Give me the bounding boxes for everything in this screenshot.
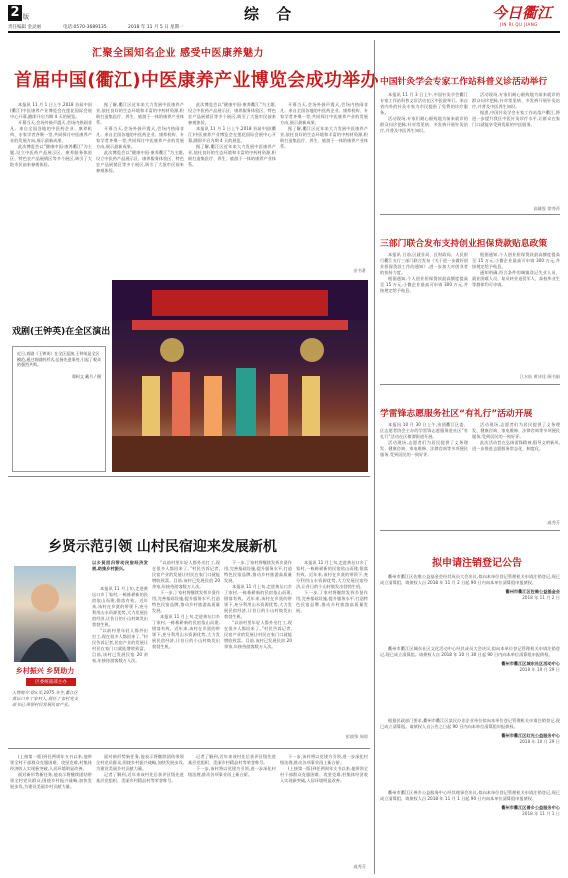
notice-body: 衢州市衢江区佐维公益基金会经其成员大会决议,拟向本单位登记管理机关申请注销登记,现已成立清算组。请债权人自 2018 年 11 月 2 日起 90 日内向本单位清算组申报债权。	[380, 574, 560, 585]
right2-para: 本报讯 日前,区就业局、区财政局、人民银行衢江支行三部门联合发布《关于进一步做好创业担保贷款工作的通知》,进一步加大对创业者的扶持力度。	[380, 252, 468, 275]
village-byline: 彭波锋 周琼	[345, 734, 368, 739]
masthead-logo: 今日衢江	[492, 4, 553, 22]
notice-org: 衢州市衢江区善乡公益服务中心	[501, 805, 560, 810]
lead-para: 此次博览会以“健康中国·康养衢江”为主题,设立中医药产品展示区、康养服务体验区、特色农产品展销区等多个展区,吸引了大批市民前来参观体验。	[96, 150, 184, 173]
right2-para: 根据通知,个人创业担保贷款最高额度提高至 15 万元,小微企业最高可申请 300 万元,并按规定给予贴息。	[380, 276, 468, 293]
village-portrait	[14, 566, 76, 662]
notice-org: 衢州市衢江区城东社区活动中心	[501, 661, 560, 666]
village-para: “以前村里年轻人都外出打工,现在很多人都回来了。”村民告诉记者,民宿产业的发展让村民在家门口就能增收致富。目前,该村已发展民宿 20 余家,年接待游客数万人次。	[92, 628, 148, 663]
page-number-box	[8, 5, 22, 21]
right1-byline: 高雄锐 徐秀萍	[533, 206, 560, 211]
lead-kicker: 汇聚全国知名企业 感受中医康养魅力	[92, 48, 264, 59]
village-para: “以前村里年轻人都外出打工,现在很多人都回来了。”村民告诉记者,民宿产业的发展让村民在家门口就能增收致富。目前,该村已发展民宿 20 余家,年接待游客数万人次。	[224, 620, 292, 649]
right2-col2	[472, 252, 560, 372]
bottom-para: 下一步,该村将以党建为引领,进一步深化村级治理,推动各项事业再上新台阶。	[280, 754, 368, 765]
right3-col2	[472, 422, 560, 520]
lead-para: 开幕当天,会场外鼓声震天,会场内热闹非凡。来自全国各地的中医药企业、康养机构、专家学者齐聚一堂,共同探讨中医康养产业的发展方向,展示最新成果。	[280, 102, 368, 125]
right3-para: 此次活动旨在弘扬雷锋精神,倡导文明新风,进一步推进志愿服务常态化、制度化。	[472, 440, 560, 451]
village-headline: 乡贤示范引领 山村民宿迎来发展新机	[48, 539, 277, 555]
lead-para: 本报讯 11 月 1 日上午,2018 首届中国(衢江)中医康养产业博览会在莲花国际会展中心开幕,随即开启为期 4 天的展览。	[10, 102, 92, 119]
lead-headline: 首届中国(衢江)中医康养产业博览会成功举办	[14, 70, 379, 91]
notice-date: 2018 年 10 月 29 日	[519, 739, 560, 744]
right1-para: 活动现场,专家们耐心细致地为前来就诊的群众问诊把脉,针对常见病、多发病开展针灸治疗,并普及中医养生知识。	[380, 116, 468, 133]
village-body-col2	[152, 560, 220, 742]
lead-para: 此次博览会以“健康中国·康养衢江”为主题,设立中医药产品展示区、康养服务体验区、特色农产品展销区等多个展区,吸引了大批市民前来参观体验。	[10, 144, 92, 167]
bottom-col2	[96, 754, 184, 872]
right3-rule	[380, 530, 560, 531]
notice-date: 2018 年 10 月 29 日	[519, 667, 560, 672]
village-intro: 以乡贤回归带动民宿经济发展,助推乡村振兴。	[92, 560, 148, 571]
bottom-para: 记者了解到,近年来该村先后获评区级先进基层党组织、美丽乡村精品村等荣誉称号。	[188, 754, 276, 765]
bottom-byline: 戚秀芬	[353, 864, 366, 869]
notice-date: 2018 年 11 月 1 日	[522, 811, 560, 816]
village-para: 本报讯 11 月上旬,走进黄坛口乡丁家村,一栋栋崭新的民宿依山而建,错落有致。近年来,该村在乡贤的带领下,充分利用山水资源优势,大力发展民宿经济,让昔日的小山村焕发出勃勃生机。	[224, 584, 292, 619]
village-para: 下一步,丁家村将继续发挥乡贤作用,完善基础设施,提升服务水平,打造特色民宿品牌,推动乡村旅游高质量发展。	[296, 590, 368, 613]
opera-caption-byline: 郑柯文 戴月 / 摄	[71, 373, 101, 379]
opera-caption-box	[12, 346, 106, 472]
right2-para: 根据通知,个人创业担保贷款最高额度提高至 15 万元,小微企业最高可申请 300 万元,并按规定给予贴息。	[472, 252, 560, 269]
village-para: 本报讯 11 月上旬,走进黄坛口乡丁家村,一栋栋崭新的民宿依山而建,错落有致。近年来,该村在乡贤的带领下,充分利用山水资源优势,大力发展民宿经济,让昔日的小山村焕发出勃勃生机。	[92, 586, 148, 627]
page-number: 2	[10, 5, 20, 20]
bottom-para: 面对新形势新任务,他表示将继续团结带领全村党员群众,围绕乡村振兴战略,加快发展步伐,为建设美丽乡村贡献力量。	[96, 754, 184, 771]
lead-para: 开幕当天,会场外鼓声震天,会场内热闹非凡。来自全国各地的中医药企业、康养机构、专家学者齐聚一堂,共同探讨中医康养产业的发展方向,展示最新成果。	[96, 126, 184, 149]
masthead-editor: 责任编辑 金灵丽	[8, 25, 41, 30]
column-divider	[374, 40, 375, 874]
lead-para: 据了解,衢江区近年来大力发展中医康养产业,依托良好的生态环境和丰富的中药材资源,积极打造集医疗、养生、旅游于一体的康养产业体系。	[280, 126, 368, 149]
village-para: 本报讯 11 月上旬,走进黄坛口乡丁家村,一栋栋崭新的民宿依山而建,错落有致。近年来,该村在乡贤的带领下,充分利用山水资源优势,大力发展民宿经济,让昔日的小山村焕发出勃勃生机。	[152, 614, 220, 649]
village-para: “以前村里年轻人都外出打工,现在很多人都回来了。”村民告诉记者,民宿产业的发展让村民在家门口就能增收致富。目前,该村已发展民宿 20 余家,年接待游客数万人次。	[152, 560, 220, 589]
lead-body-col3	[188, 102, 276, 270]
lead-para: 本报讯 11 月 1 日上午,2018 首届中国(衢江)中医康养产业博览会在莲花国际会展中心开幕,随即开启为期 4 天的展览。	[188, 126, 276, 143]
lead-para: 据了解,衢江区近年来大力发展中医康养产业,依托良好的生态环境和丰富的中药材资源,积极打造集医疗、养生、旅游于一体的康养产业体系。	[188, 144, 276, 167]
right2-rule	[380, 384, 560, 385]
bottom-col3	[188, 754, 276, 872]
right2-headline: 三部门联合发布支持创业担保贷款贴息政策	[380, 239, 548, 249]
right3-byline: 戚秀芬	[547, 520, 560, 525]
opera-stage-illustration	[112, 280, 368, 472]
bottom-para: (上接第一版)到任两周年支书以来,他带领全村干部群众克服困难、攻坚克难,村集体经济收入实现新突破,人居环境明显改善。	[280, 766, 368, 783]
village-para: 本报讯 11 月上旬,走进黄坛口乡丁家村,一栋栋崭新的民宿依山而建,错落有致。近年来,该村在乡贤的带领下,充分利用山水资源优势,大力发展民宿经济,让昔日的小山村焕发出勃勃生机。	[296, 560, 368, 589]
village-bottom-rule	[8, 748, 370, 749]
village-bio: 人物简介:徐×军,1975 年生,衢江区黄坛口乡丁家村人,现任丁家村党支部书记,带领村民发展民宿产业。	[12, 690, 78, 707]
notice-org: 衢州市衢江区佐维公益基金会	[505, 589, 560, 594]
notice-item	[380, 790, 560, 817]
section-title: 综 合	[244, 5, 298, 23]
notice-date: 2018 年 11 月 2 日	[522, 595, 560, 600]
opera-stage-photo	[112, 280, 368, 472]
masthead-rule	[8, 31, 560, 33]
lead-para: 此次博览会以“健康中国·康养衢江”为主题,设立中医药产品展示区、康养服务体验区、特色农产品展销区等多个展区,吸引了大批市民前来参观体验。	[188, 102, 276, 125]
bottom-para: 下一步,该村将以党建为引领,进一步深化村级治理,推动各项事业再上新台阶。	[188, 766, 276, 777]
notices-title: 拟申请注销登记公告	[432, 558, 522, 569]
right3-para: 活动现场,志愿者们为居民提供了义务理发、健康咨询、家电维修、法律咨询等多项便民服务,受到居民的一致好评。	[472, 422, 560, 439]
bottom-col4	[280, 754, 368, 864]
opera-photo-title: 戏剧(王钟英)在全区演出	[12, 327, 111, 337]
notice-item	[380, 646, 560, 673]
opera-caption: 近日,戏剧《王钟英》在全区巡演,王钟英是全区模范,通过戏剧的形式,弘扬先进事迹,引起了观众的强烈共鸣。	[17, 351, 101, 367]
lead-para: 开幕当天,会场外鼓声震天,会场内热闹非凡。来自全国各地的中医药企业、康养机构、专家学者齐聚一堂,共同探讨中医康养产业的发展方向,展示最新成果。	[10, 120, 92, 143]
bottom-para: 面对新形势新任务,他表示将继续团结带领全村党员群众,围绕乡村振兴战略,加快发展步伐,为建设美丽乡村贡献力量。	[10, 772, 92, 789]
notice-body: 衢州市衢江区善乡公益服务中心经其理事会决议,拟向本单位登记管理机关申请注销登记,现已成立清算组。请债权人自 2018 年 11 月 1 日起 90 日内向本单位清算组申报债权。	[380, 790, 560, 801]
right1-col1	[380, 92, 468, 210]
right1-col2	[472, 92, 560, 204]
notice-org: 衢州市衢江区红光公益服务中心	[501, 733, 560, 738]
bottom-para: (上接第一版)到任两周年支书以来,他带领全村干部群众克服困难、攻坚克难,村集体经济收入实现新突破,人居环境明显改善。	[10, 754, 92, 771]
village-body-col1	[92, 586, 148, 742]
village-para: 下一步,丁家村将继续发挥乡贤作用,完善基础设施,提升服务水平,打造特色民宿品牌,推动乡村旅游高质量发展。	[152, 590, 220, 613]
portrait-sub-badge: 区委统战部主办	[26, 678, 76, 686]
right1-para: 活动现场,专家们耐心细致地为前来就诊的群众问诊把脉,针对常见病、多发病开展针灸治疗,并普及中医养生知识。	[472, 92, 560, 109]
page-unit: 版	[23, 14, 30, 21]
notice-body: 衢州市衢江区城东社区文化活动中心经其成员大会决议,拟向本单位登记管理机关申请注销登记,现已成立清算组。请债权人自 2018 年 10 月 30 日起 90 日内向本单位清算组申报债权。	[380, 646, 560, 657]
masthead-phone: 电话:0570-3689135	[63, 25, 107, 30]
lead-bottom-rule	[8, 476, 370, 477]
masthead	[0, 0, 568, 36]
right2-para: 通知明确,符合条件的城镇登记失业人员、就业困难人员、复员转业退役军人、高校毕业生等群体均可申请。	[472, 270, 560, 287]
bottom-col1	[10, 754, 92, 872]
masthead-logo-pinyin: JIN RI QU JIANG	[500, 22, 538, 27]
notice-item	[380, 718, 560, 745]
right3-para: 本报讯 10 月 30 日上午,由团衢江区委、区志愿者协会主办的学雷锋志愿服务进社区“有礼行”活动在区樟潭街道开展。	[380, 422, 468, 439]
right1-para: 据悉,中国针灸学会专家工作站落户衢江,将进一步提升我区中医针灸诊疗水平,让群众在家门口就能享受到优质的中医服务。	[472, 110, 560, 127]
lead-body-col1	[10, 102, 92, 270]
right2-byline: 江水仙 黄诗佳 顾书娟	[519, 374, 560, 379]
right1-rule	[380, 214, 560, 215]
masthead-date: 2018 年 11 月 5 日 星期一	[128, 25, 184, 30]
notice-item	[380, 574, 560, 601]
right3-col1	[380, 422, 468, 526]
notice-body: 根据民政部门要求,衢州市衢江区某民办非企业单位拟向本单位登记管理机关申请注销登记,现已成立清算组。请债权人自公告之日起 90 日内向本单位清算组申报债权。	[380, 718, 560, 729]
portrait-illustration	[14, 566, 76, 662]
village-para: 下一步,丁家村将继续发挥乡贤作用,完善基础设施,提升服务水平,打造特色民宿品牌,推动乡村旅游高质量发展。	[224, 560, 292, 583]
right2-col1	[380, 252, 468, 378]
bottom-para: 记者了解到,近年来该村先后获评区级先进基层党组织、美丽乡村精品村等荣誉称号。	[96, 772, 184, 783]
right1-headline: 中国针灸学会专家工作站科普义诊活动举行	[380, 77, 548, 87]
lead-byline: 田书著	[353, 268, 366, 273]
lead-body-col2	[96, 102, 184, 270]
lead-body-col4	[280, 102, 368, 232]
village-body-col3	[224, 560, 292, 742]
right1-para: 本报讯 11 月 3 日上午,中国针灸学会衢江专家工作站科普义诊活动在区中医院举行。来自省内外的针灸专家为市民提供了免费的诊疗服务。	[380, 92, 468, 115]
right3-para: 活动现场,志愿者们为居民提供了义务理发、健康咨询、家电维修、法律咨询等多项便民服务,受到居民的一致好评。	[380, 440, 468, 457]
right3-headline: 学雷锋志愿服务社区“有礼行”活动开展	[380, 409, 533, 419]
village-body-col4	[296, 560, 368, 730]
portrait-caption: 乡村振兴 乡贤助力	[15, 667, 75, 675]
lead-para: 据了解,衢江区近年来大力发展中医康养产业,依托良好的生态环境和丰富的中药材资源,积极打造集医疗、养生、旅游于一体的康养产业体系。	[96, 102, 184, 125]
